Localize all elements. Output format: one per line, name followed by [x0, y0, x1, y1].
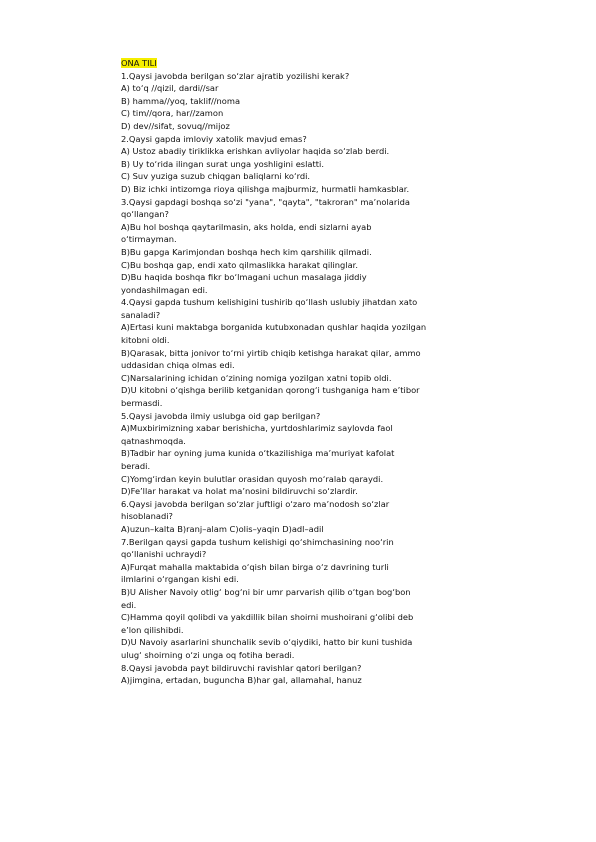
- text-line: uddasidan chiqa olmas edi.: [121, 360, 235, 371]
- text-line: e’lon qilishibdi.: [121, 624, 184, 635]
- text-line: A)jimgina, ertadan, buguncha B)har gal, allamahal, hanuz: [121, 675, 362, 686]
- text-line: kitobni oldi.: [121, 335, 170, 346]
- text-line: D)U Navoiy asarlarini shunchalik sevib o‘qiydiki, hatto bir kuni tushida: [121, 637, 413, 648]
- text-line: D)Bu haqida boshqa fikr bo‘lmagani uchun masalaga jiddiy: [121, 272, 367, 283]
- heading-highlight: ONA TILI: [121, 58, 157, 68]
- text-line: bermasdi.: [121, 398, 163, 409]
- text-line: A)Muxbirimizning xabar berishicha, yurtdoshlarimiz saylovda faol: [121, 423, 393, 434]
- text-line: B)Qarasak, bitta jonivor to‘rni yirtib chiqib ketishga harakat qilar, ammo: [121, 347, 421, 358]
- text-line: 7.Berilgan qaysi gapda tushum kelishigi qo‘shimchasining noo‘rin: [121, 536, 394, 547]
- document-lines: [121, 70, 461, 687]
- text-line: qatnashmoqda.: [121, 435, 186, 446]
- text-line: ilmlarini o‘rgangan kishi edi.: [121, 574, 239, 585]
- text-line: C)Narsalarining ichidan o‘zining nomiga yozilgan xatni topib oldi.: [121, 372, 392, 383]
- text-line: C) Suv yuziga suzub chiqgan baliqlarni ko‘rdi.: [121, 171, 311, 182]
- text-line: o‘tirmayman.: [121, 234, 177, 245]
- text-line: A)uzun–kalta B)ranj–alam C)olis–yaqin D)adl–adil: [121, 523, 324, 534]
- text-line: B) Uy to‘rida ilingan surat unga yoshligini eslatti.: [121, 158, 324, 169]
- text-line: A)Ertasi kuni maktabga borganida kutubxonadan qushlar haqida yozilgan: [121, 322, 427, 333]
- text-line: A) Ustoz abadiy tiriklikka erishkan avliyolar haqida so‘zlab berdi.: [121, 146, 390, 157]
- text-line: 4.Qaysi gapda tushum kelishigini tushirib qo‘llash uslubiy jihatdan xato: [121, 297, 418, 308]
- text-line: B)Tadbir har oyning juma kunida o‘tkazilishiga ma’muriyat kafolat: [121, 448, 395, 459]
- text-line: B)U Alisher Navoiy otlig‘ bog‘ni bir umr parvarish qilib o‘tgan bog‘bon: [121, 586, 411, 597]
- text-line: 1.Qaysi javobda berilgan so‘zlar ajratib yozilishi kerak?: [121, 70, 350, 81]
- text-line: yondashilmagan edi.: [121, 284, 208, 295]
- text-line: A)Bu hol boshqa qaytarilmasin, aks holda, endi sizlarni ayab: [121, 221, 372, 232]
- text-line: B) hamma//yoq, taklif//noma: [121, 95, 241, 106]
- text-line: C)Hamma qoyil qolibdi va yakdillik bilan shoirni mushoirani g‘olibi deb: [121, 612, 414, 623]
- text-line: edi.: [121, 599, 137, 610]
- text-line: C) tim//qora, har//zamon: [121, 108, 224, 119]
- text-line: sanaladi?: [121, 309, 161, 320]
- text-line: A) to‘q //qizil, dardi//sar: [121, 83, 219, 94]
- text-line: ulug‘ shoirning o‘zi unga oq fotiha beradi.: [121, 649, 295, 660]
- text-line: qo‘llangan?: [121, 209, 169, 220]
- text-line: 5.Qaysi javobda ilmiy uslubga oid gap berilgan?: [121, 410, 321, 421]
- text-line: D) Biz ichki intizomga rioya qilishga majburmiz, hurmatli hamkasblar.: [121, 183, 410, 194]
- text-line: qo‘llanishi uchraydi?: [121, 549, 207, 560]
- text-line: 8.Qaysi javobda payt bildiruvchi ravishlar qatori berilgan?: [121, 662, 362, 673]
- text-line: 2.Qaysi gapda imloviy xatolik mavjud emas?: [121, 133, 307, 144]
- text-line: D) dev//sifat, sovuq//mijoz: [121, 120, 230, 131]
- text-line: C)Bu boshqa gap, endi xato qilmaslikka harakat qilinglar.: [121, 259, 358, 270]
- document-body: [121, 57, 461, 687]
- text-line: 6.Qaysi javobda berilgan so‘zlar juftligi o‘zaro ma’nodosh so‘zlar: [121, 498, 390, 509]
- text-line: D)Fe’llar harakat va holat ma’nosini bildiruvchi so‘zlardir.: [121, 486, 358, 497]
- text-line: A)Furqat mahalla maktabida o‘qish bilan birga o‘z davrining turli: [121, 561, 389, 572]
- text-line: D)U kitobni o‘qishga berilib ketganidan qorong‘i tushganiga ham e’tibor: [121, 385, 420, 396]
- text-line: 3.Qaysi gapdagi boshqa so‘zi "yana", "qayta", "takroran" ma’nolarida: [121, 196, 410, 207]
- text-line: B)Bu gapga Karimjondan boshqa hech kim qarshilik qilmadi.: [121, 246, 372, 257]
- text-line: beradi.: [121, 461, 151, 471]
- document-heading: [121, 57, 461, 70]
- text-line: C)Yomg‘irdan keyin bulutlar orasidan quyosh mo‘ralab qaraydi.: [121, 473, 384, 484]
- text-line: hisoblanadi?: [121, 511, 173, 522]
